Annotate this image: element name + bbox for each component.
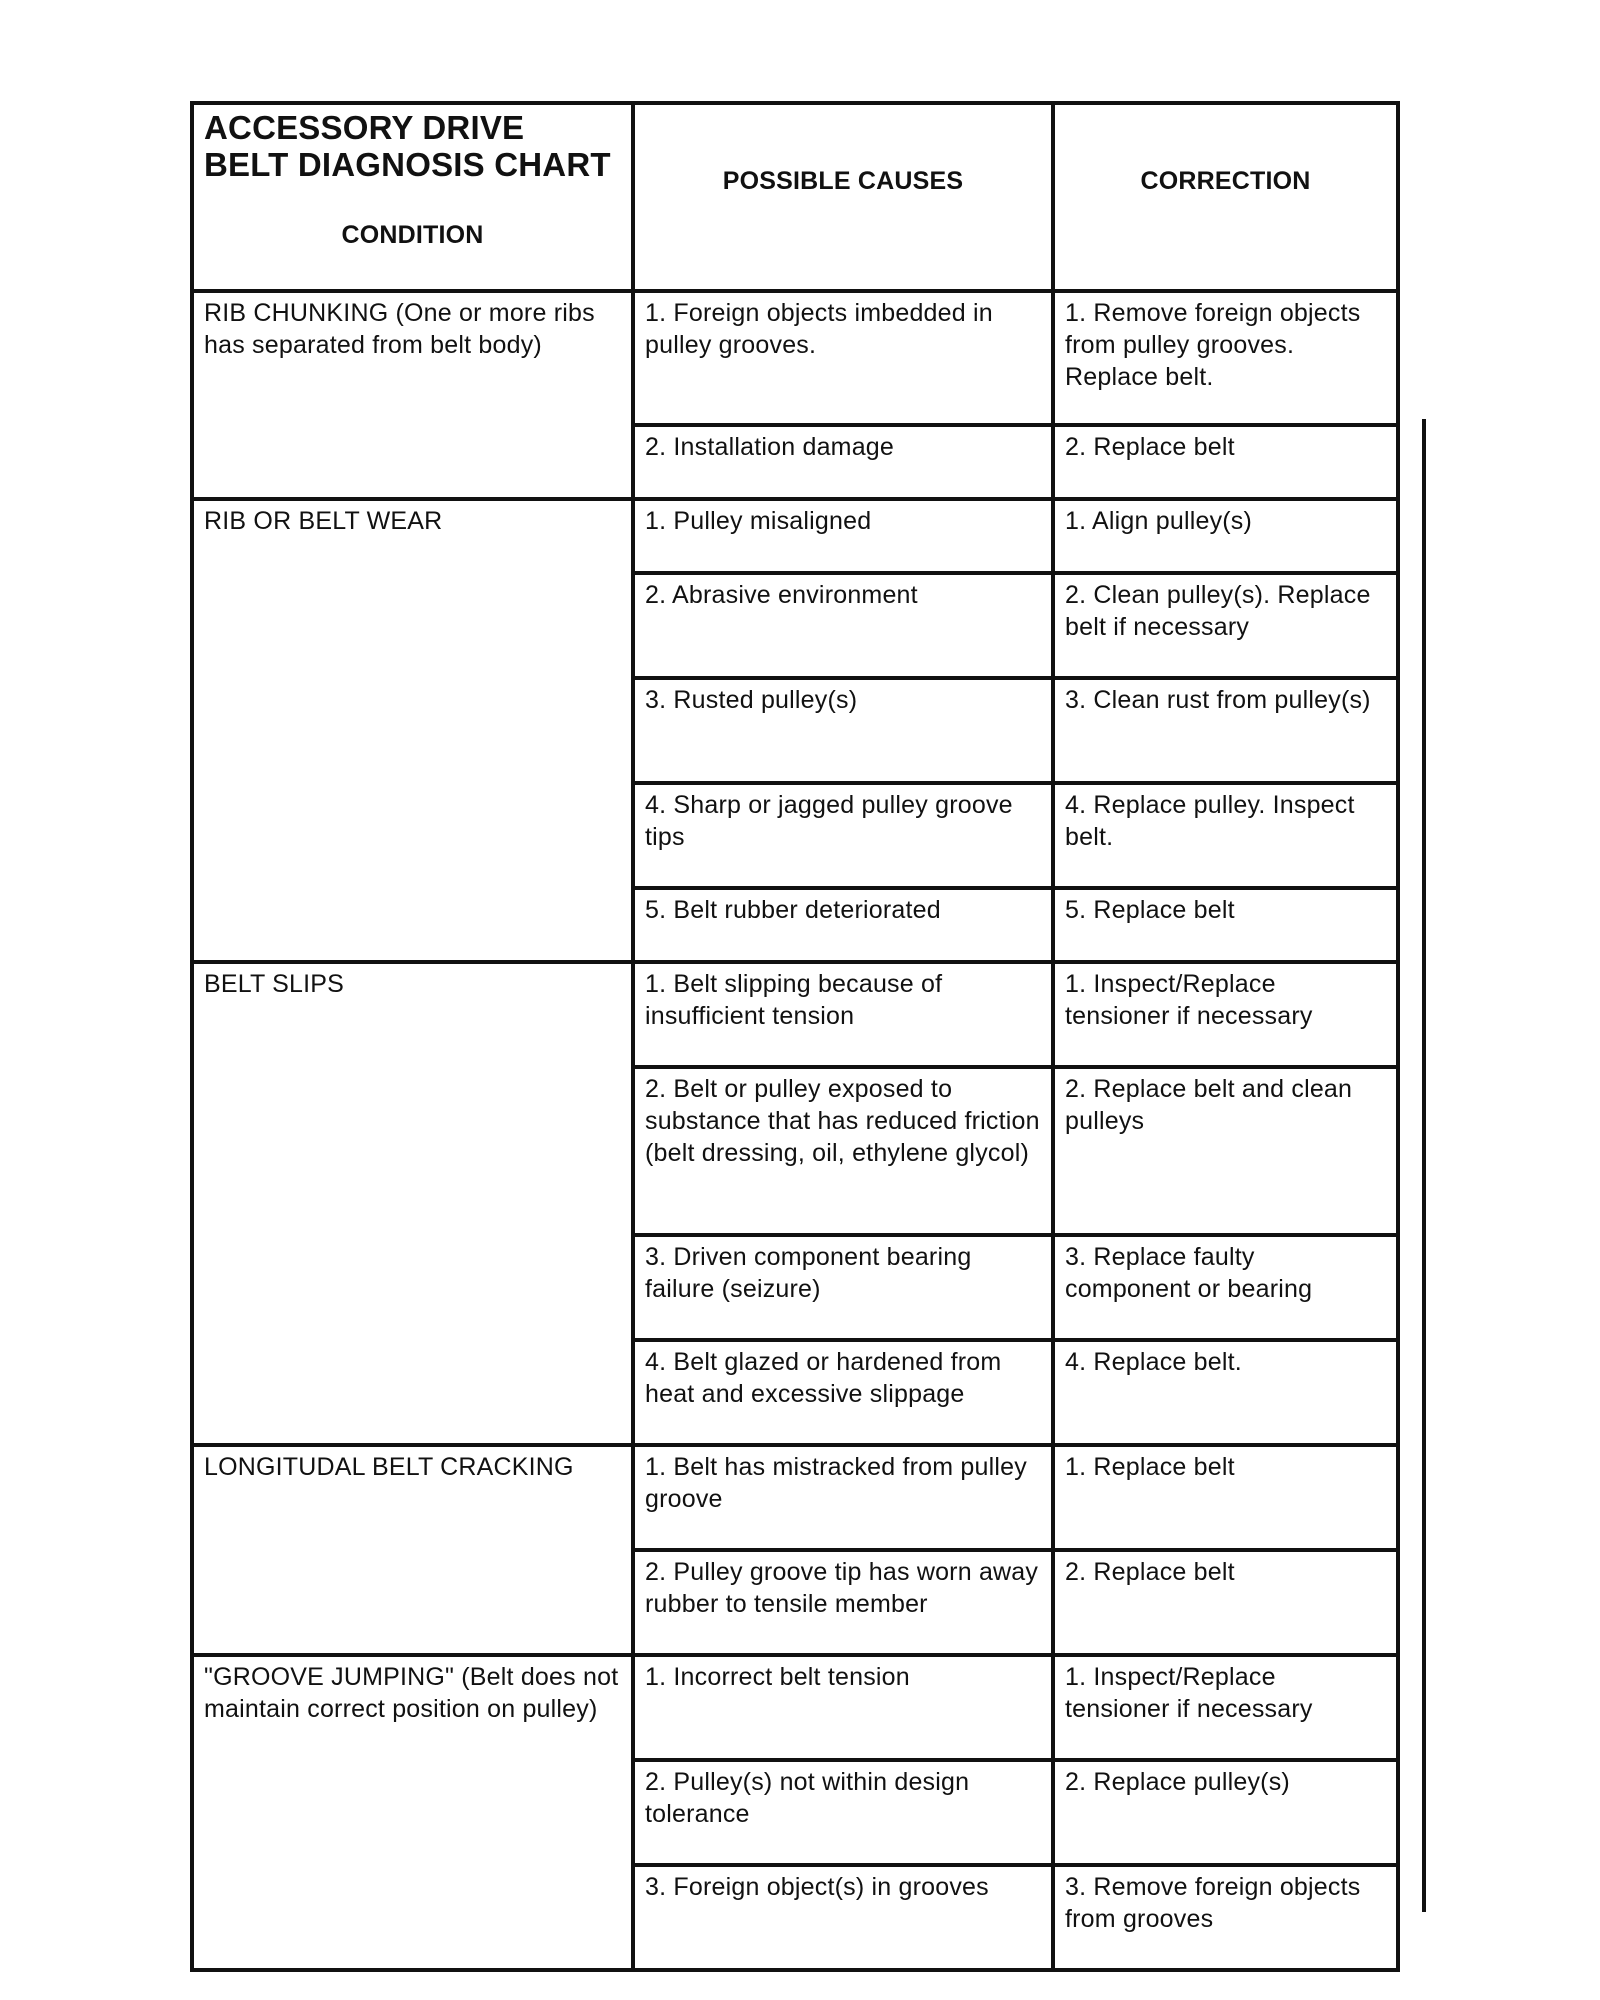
- cause-cell: 3. Rusted pulley(s): [633, 678, 1053, 783]
- correction-cell: 3. Remove foreign objects from grooves: [1053, 1865, 1398, 1970]
- cause-cell: 1. Incorrect belt tension: [633, 1655, 1053, 1760]
- correction-cell: 3. Replace faulty component or bearing: [1053, 1235, 1398, 1340]
- correction-cell: 5. Replace belt: [1053, 888, 1398, 962]
- cause-cell: 3. Driven component bearing failure (seizure): [633, 1235, 1053, 1340]
- correction-cell: 1. Remove foreign objects from pulley grooves. Replace belt.: [1053, 291, 1398, 425]
- correction-cell: 2. Replace belt and clean pulleys: [1053, 1067, 1398, 1235]
- cause-cell: 1. Pulley misaligned: [633, 499, 1053, 573]
- correction-cell: 1. Inspect/Replace tensioner if necessary: [1053, 962, 1398, 1067]
- table-row: [192, 962, 1398, 1067]
- diagnosis-table: [190, 101, 1400, 1972]
- correction-cell: 2. Replace belt: [1053, 1550, 1398, 1655]
- condition-cell: BELT SLIPS: [192, 962, 633, 1445]
- correction-cell: 4. Replace pulley. Inspect belt.: [1053, 783, 1398, 888]
- cause-cell: 3. Foreign object(s) in grooves: [633, 1865, 1053, 1970]
- chart-title-line1: ACCESSORY DRIVE: [204, 109, 525, 146]
- cause-cell: 1. Belt slipping because of insufficient tension: [633, 962, 1053, 1067]
- cause-cell: 4. Sharp or jagged pulley groove tips: [633, 783, 1053, 888]
- table-row: [192, 291, 1398, 425]
- cause-cell: 1. Foreign objects imbedded in pulley grooves.: [633, 291, 1053, 425]
- correction-cell: 1. Align pulley(s): [1053, 499, 1398, 573]
- header-condition-cell: [192, 103, 633, 291]
- cause-cell: 4. Belt glazed or hardened from heat and excessive slippage: [633, 1340, 1053, 1445]
- correction-cell: 2. Replace belt: [1053, 425, 1398, 499]
- header-row: [192, 103, 1398, 291]
- correction-cell: 4. Replace belt.: [1053, 1340, 1398, 1445]
- condition-cell: "GROOVE JUMPING" (Belt does not maintain correct position on pulley): [192, 1655, 633, 1970]
- diagnosis-sheet: [190, 101, 1400, 1972]
- cause-cell: 5. Belt rubber deteriorated: [633, 888, 1053, 962]
- right-edge-rule: [1422, 419, 1426, 1912]
- cause-cell: 2. Pulley(s) not within design tolerance: [633, 1760, 1053, 1865]
- correction-header: CORRECTION: [1053, 103, 1398, 291]
- cause-cell: 1. Belt has mistracked from pulley groove: [633, 1445, 1053, 1550]
- condition-cell: RIB CHUNKING (One or more ribs has separated from belt body): [192, 291, 633, 499]
- table-row: [192, 499, 1398, 573]
- chart-title-line2: BELT DIAGNOSIS CHART: [204, 146, 611, 183]
- cause-cell: 2. Belt or pulley exposed to substance that has reduced friction (belt dressing, oil, ethylene glycol): [633, 1067, 1053, 1235]
- correction-cell: 2. Replace pulley(s): [1053, 1760, 1398, 1865]
- possible-causes-header: POSSIBLE CAUSES: [633, 103, 1053, 291]
- table-row: [192, 1655, 1398, 1760]
- condition-cell: RIB OR BELT WEAR: [192, 499, 633, 962]
- correction-cell: 2. Clean pulley(s). Replace belt if necessary: [1053, 573, 1398, 678]
- cause-cell: 2. Pulley groove tip has worn away rubber to tensile member: [633, 1550, 1053, 1655]
- cause-cell: 2. Abrasive environment: [633, 573, 1053, 678]
- condition-cell: LONGITUDAL BELT CRACKING: [192, 1445, 633, 1655]
- correction-cell: 1. Inspect/Replace tensioner if necessary: [1053, 1655, 1398, 1760]
- condition-header: CONDITION: [341, 221, 484, 249]
- correction-cell: 3. Clean rust from pulley(s): [1053, 678, 1398, 783]
- table-row: [192, 1445, 1398, 1550]
- cause-cell: 2. Installation damage: [633, 425, 1053, 499]
- correction-cell: 1. Replace belt: [1053, 1445, 1398, 1550]
